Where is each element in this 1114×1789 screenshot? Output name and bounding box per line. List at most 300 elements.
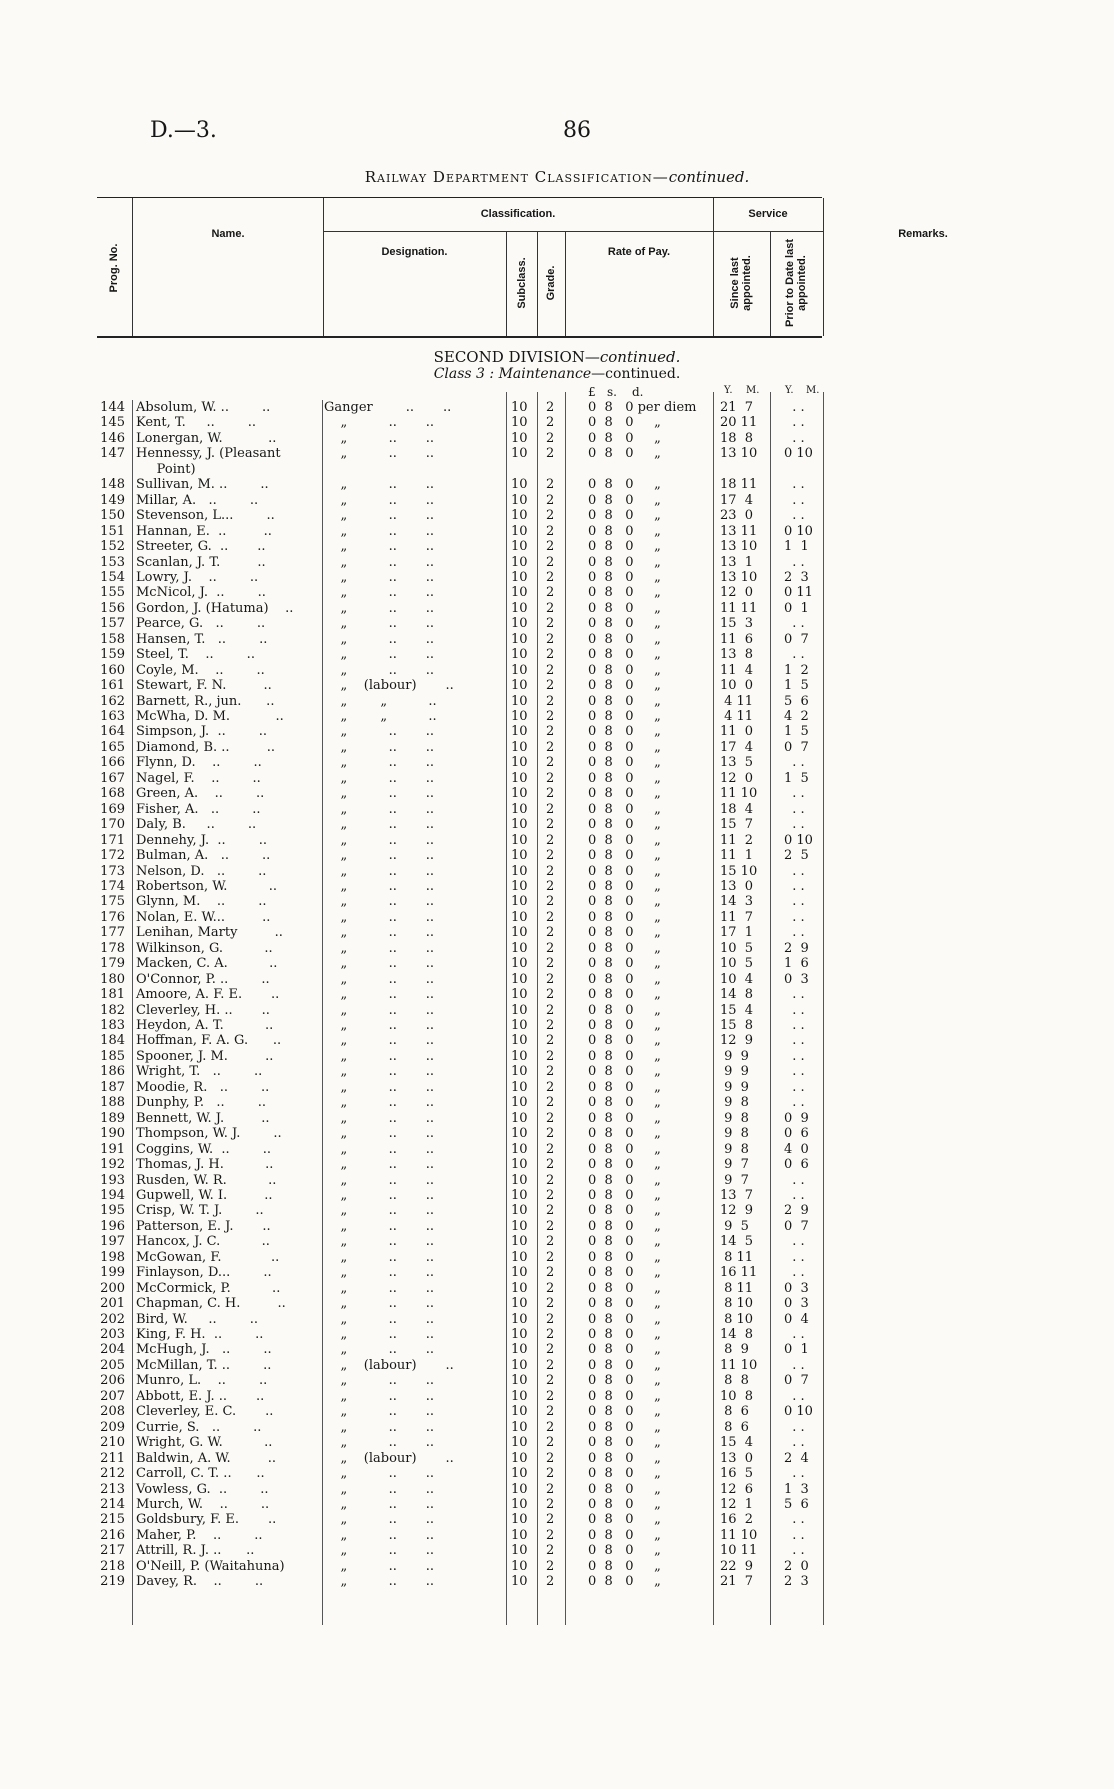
designation: „ .. .. xyxy=(324,925,435,941)
subclass: 10 xyxy=(511,631,528,647)
service-prior-appointed: 1 1 xyxy=(784,539,809,555)
prog-number: 152 xyxy=(100,539,125,555)
prog-number: 203 xyxy=(100,1327,125,1342)
employee-name: Abbott, E. J. .. .. xyxy=(136,1388,265,1404)
service-prior-appointed: . . xyxy=(784,1095,805,1111)
subclass: 10 xyxy=(511,1342,528,1358)
prog-number: 205 xyxy=(100,1357,125,1373)
designation: „ .. .. xyxy=(324,1558,435,1574)
designation: „ .. .. xyxy=(324,1419,435,1435)
subclass: 10 xyxy=(511,724,528,740)
designation: „ .. .. xyxy=(324,940,435,956)
grade: 2 xyxy=(546,817,555,833)
subclass: 10 xyxy=(511,1002,528,1018)
designation: „ .. .. xyxy=(324,1234,435,1250)
service-prior-appointed: 0 7 xyxy=(784,739,809,755)
rate-of-pay: 0 8 0 „ xyxy=(588,1512,661,1528)
service-prior-appointed: . . xyxy=(784,1249,805,1265)
prog-number: 145 xyxy=(100,415,125,431)
rate-of-pay: 0 8 0 „ xyxy=(588,971,661,987)
service-prior-appointed: 0 10 xyxy=(784,832,813,848)
grade: 2 xyxy=(546,1157,555,1173)
service-since-appointed: 14 5 xyxy=(720,1234,754,1250)
grade: 2 xyxy=(546,554,555,570)
prog-number: 166 xyxy=(100,755,125,771)
prog-number: 153 xyxy=(100,554,125,570)
prog-number: 151 xyxy=(100,523,125,539)
rate-of-pay: 0 8 0 „ xyxy=(588,956,661,972)
designation: „ .. .. xyxy=(324,1249,435,1265)
employee-name: Patterson, E. J. .. xyxy=(136,1218,271,1234)
service-prior-appointed: 0 7 xyxy=(784,1373,809,1389)
table-row xyxy=(0,477,1114,492)
service-since-appointed: 9 8 xyxy=(720,1095,749,1111)
prog-number: 198 xyxy=(100,1249,125,1265)
designation: „ .. .. xyxy=(324,1481,435,1497)
page-title xyxy=(0,168,1114,186)
prog-number: 196 xyxy=(100,1218,125,1234)
prog-number: 190 xyxy=(100,1126,125,1142)
service-since-appointed: 14 8 xyxy=(720,1327,754,1342)
subclass: 10 xyxy=(511,1327,528,1342)
service-since-appointed: 12 9 xyxy=(720,1203,754,1219)
service-since-appointed: 8 11 xyxy=(720,1280,754,1296)
rate-of-pay: 0 8 0 „ xyxy=(588,1327,661,1342)
grade: 2 xyxy=(546,925,555,941)
subclass: 10 xyxy=(511,492,528,508)
service-prior-appointed: . . xyxy=(784,1033,805,1049)
service-prior-appointed: . . xyxy=(784,554,805,570)
service-since-appointed: 14 3 xyxy=(720,894,754,910)
prog-number: 176 xyxy=(100,909,125,925)
table-row xyxy=(0,802,1114,817)
table-row xyxy=(0,1389,1114,1404)
rate-of-pay: 0 8 0 „ xyxy=(588,863,661,879)
grade: 2 xyxy=(546,492,555,508)
employee-name: Heydon, A. T. .. xyxy=(136,1018,274,1033)
employee-name: Dennehy, J. .. .. xyxy=(136,832,267,848)
prog-number: 178 xyxy=(100,940,125,956)
rate-of-pay: 0 8 0 per diem xyxy=(588,400,697,415)
employee-name: Hancox, J. C. .. xyxy=(136,1234,270,1250)
service-prior-appointed: . . xyxy=(784,647,805,663)
designation: „ .. .. xyxy=(324,1126,435,1142)
employee-name: Baldwin, A. W. .. xyxy=(136,1450,277,1466)
service-since-appointed: 11 10 xyxy=(720,1357,758,1373)
subclass: 10 xyxy=(511,1466,528,1482)
prog-number: 200 xyxy=(100,1280,125,1296)
employee-name: Dunphy, P. .. .. xyxy=(136,1095,266,1111)
service-since-appointed: 9 5 xyxy=(720,1218,749,1234)
table-row xyxy=(0,1296,1114,1311)
grade: 2 xyxy=(546,539,555,555)
designation: „ (labour) .. xyxy=(324,678,454,694)
prog-number: 169 xyxy=(100,801,125,817)
prog-number: 206 xyxy=(100,1373,125,1389)
rate-of-pay: 0 8 0 „ xyxy=(588,1048,661,1064)
prog-number: 207 xyxy=(100,1388,125,1404)
rate-of-pay: 0 8 0 „ xyxy=(588,1141,661,1157)
prog-number: 182 xyxy=(100,1002,125,1018)
rate-of-pay: 0 8 0 „ xyxy=(588,1481,661,1497)
service-prior-appointed: 2 3 xyxy=(784,1574,809,1590)
prog-number: 172 xyxy=(100,848,125,864)
service-since-appointed: 13 10 xyxy=(720,569,758,585)
employee-name: Munro, L. .. .. xyxy=(136,1373,268,1389)
table-row xyxy=(0,1265,1114,1280)
table-row xyxy=(0,1033,1114,1048)
prog-number: 167 xyxy=(100,770,125,786)
grade: 2 xyxy=(546,1265,555,1281)
employee-name: Hennessy, J. (Pleasant xyxy=(136,446,281,462)
table-row xyxy=(0,601,1114,616)
service-prior-appointed: . . xyxy=(784,1388,805,1404)
designation: „ .. .. xyxy=(324,848,435,864)
subclass: 10 xyxy=(511,1172,528,1188)
table-row xyxy=(0,1574,1114,1589)
subclass: 10 xyxy=(511,739,528,755)
designation: „ .. .. xyxy=(324,1187,435,1203)
grade: 2 xyxy=(546,940,555,956)
service-prior-appointed: 2 5 xyxy=(784,848,809,864)
header-grade: Grade. xyxy=(545,265,557,301)
subclass: 10 xyxy=(511,832,528,848)
subclass: 10 xyxy=(511,1481,528,1497)
employee-name: Stewart, F. N. .. xyxy=(136,678,272,694)
prog-number: 173 xyxy=(100,863,125,879)
service-since-appointed: 11 0 xyxy=(720,724,754,740)
prog-number: 175 xyxy=(100,894,125,910)
subclass: 10 xyxy=(511,1280,528,1296)
designation: „ .. .. xyxy=(324,786,435,802)
subclass: 10 xyxy=(511,909,528,925)
rate-of-pay: 0 8 0 „ xyxy=(588,925,661,941)
grade: 2 xyxy=(546,1450,555,1466)
grade: 2 xyxy=(546,1327,555,1342)
designation: „ .. .. xyxy=(324,1018,435,1033)
rate-of-pay: 0 8 0 „ xyxy=(588,600,661,616)
service-prior-appointed: . . xyxy=(784,925,805,941)
service-prior-appointed: . . xyxy=(784,1265,805,1281)
table-row xyxy=(0,555,1114,570)
grade: 2 xyxy=(546,786,555,802)
table-row xyxy=(0,1512,1114,1527)
service-since-appointed: 15 8 xyxy=(720,1018,754,1033)
rate-of-pay: 0 8 0 „ xyxy=(588,1404,661,1420)
table-row xyxy=(0,446,1114,461)
prog-number: 183 xyxy=(100,1018,125,1033)
service-since-appointed: 14 8 xyxy=(720,987,754,1003)
designation: „ .. .. xyxy=(324,1064,435,1080)
grade: 2 xyxy=(546,1033,555,1049)
subclass: 10 xyxy=(511,817,528,833)
table-row xyxy=(0,972,1114,987)
rate-of-pay: 0 8 0 „ xyxy=(588,1265,661,1281)
service-since-appointed: 20 11 xyxy=(720,415,758,431)
prog-number: 171 xyxy=(100,832,125,848)
service-prior-appointed: 1 2 xyxy=(784,662,809,678)
employee-name: Bird, W. .. .. xyxy=(136,1311,258,1327)
rate-of-pay: 0 8 0 „ xyxy=(588,1234,661,1250)
service-prior-appointed: 1 6 xyxy=(784,956,809,972)
service-prior-appointed: . . xyxy=(784,400,805,415)
prog-number: 154 xyxy=(100,569,125,585)
prog-number: 184 xyxy=(100,1033,125,1049)
service-prior-appointed: . . xyxy=(784,863,805,879)
designation: „ .. .. xyxy=(324,1048,435,1064)
header-rate: Rate of Pay. xyxy=(607,246,671,258)
service-prior-appointed: . . xyxy=(784,1002,805,1018)
service-prior-appointed: . . xyxy=(784,894,805,910)
prog-number: 164 xyxy=(100,724,125,740)
rate-of-pay: 0 8 0 „ xyxy=(588,554,661,570)
prog-number: 197 xyxy=(100,1234,125,1250)
grade: 2 xyxy=(546,1466,555,1482)
service-prior-appointed: . . xyxy=(784,477,805,493)
designation: „ .. .. xyxy=(324,801,435,817)
service-since-appointed: 12 1 xyxy=(720,1496,754,1512)
employee-name: Davey, R. .. .. xyxy=(136,1574,264,1590)
service-since-appointed: 9 9 xyxy=(720,1079,749,1095)
grade: 2 xyxy=(546,1481,555,1497)
employee-name: Maher, P. .. .. xyxy=(136,1527,263,1543)
table-row xyxy=(0,570,1114,585)
rate-of-pay: 0 8 0 „ xyxy=(588,1110,661,1126)
grade: 2 xyxy=(546,1496,555,1512)
table-row xyxy=(0,925,1114,940)
grade: 2 xyxy=(546,971,555,987)
rate-of-pay: 0 8 0 „ xyxy=(588,539,661,555)
subclass: 10 xyxy=(511,600,528,616)
service-since-appointed: 15 10 xyxy=(720,863,758,879)
header-divider xyxy=(770,231,771,336)
grade: 2 xyxy=(546,1388,555,1404)
service-since-appointed: 13 0 xyxy=(720,878,754,894)
employee-name: McHugh, J. .. .. xyxy=(136,1342,272,1358)
designation: „ .. .. xyxy=(324,832,435,848)
service-since-appointed: 12 9 xyxy=(720,1033,754,1049)
page-number: 86 xyxy=(563,118,591,143)
prog-number: 212 xyxy=(100,1466,125,1482)
rate-of-pay: 0 8 0 „ xyxy=(588,1033,661,1049)
service-since-appointed: 18 11 xyxy=(720,477,758,493)
grade: 2 xyxy=(546,400,555,415)
prog-number: 217 xyxy=(100,1543,125,1559)
prog-number: 144 xyxy=(100,400,125,415)
service-prior-appointed: . . xyxy=(784,1327,805,1342)
designation: „ (labour) .. xyxy=(324,1450,454,1466)
employee-name: Green, A. .. .. xyxy=(136,786,265,802)
table-row xyxy=(0,1482,1114,1497)
rate-of-pay: 0 8 0 „ xyxy=(588,1419,661,1435)
grade: 2 xyxy=(546,1435,555,1451)
service-prior-appointed: . . xyxy=(784,878,805,894)
employee-name: Sullivan, M. .. .. xyxy=(136,477,269,493)
service-since-appointed: 10 8 xyxy=(720,1388,754,1404)
rate-of-pay: 0 8 0 „ xyxy=(588,1373,661,1389)
rate-of-pay: 0 8 0 „ xyxy=(588,724,661,740)
designation: „ .. .. xyxy=(324,1527,435,1543)
grade: 2 xyxy=(546,1079,555,1095)
employee-name: Barnett, R., jun. .. xyxy=(136,693,275,709)
grade: 2 xyxy=(546,508,555,524)
header-remarks: Remarks. xyxy=(898,228,948,240)
subclass: 10 xyxy=(511,585,528,601)
subclass: 10 xyxy=(511,1095,528,1111)
subclass: 10 xyxy=(511,1203,528,1219)
table-row xyxy=(0,987,1114,1002)
designation: „ .. .. xyxy=(324,1280,435,1296)
service-prior-appointed: 0 1 xyxy=(784,1342,809,1358)
designation: „ .. .. xyxy=(324,1404,435,1420)
table-row xyxy=(0,956,1114,971)
service-since-appointed: 16 11 xyxy=(720,1265,758,1281)
grade: 2 xyxy=(546,523,555,539)
header-since-appointed: Since last appointed. xyxy=(729,255,753,311)
table-row xyxy=(0,1312,1114,1327)
designation: „ .. .. xyxy=(324,739,435,755)
service-prior-appointed: . . xyxy=(784,1512,805,1528)
service-since-appointed: 10 0 xyxy=(720,678,754,694)
service-since-appointed: 8 6 xyxy=(720,1404,749,1420)
employee-name: Cleverley, H. .. .. xyxy=(136,1002,270,1018)
table-row xyxy=(0,585,1114,600)
designation: „ .. .. xyxy=(324,1110,435,1126)
employee-name: McGowan, F. .. xyxy=(136,1249,280,1265)
grade: 2 xyxy=(546,1018,555,1033)
subclass: 10 xyxy=(511,878,528,894)
table-row xyxy=(0,1281,1114,1296)
rate-of-pay: 0 8 0 „ xyxy=(588,894,661,910)
service-prior-appointed: 0 3 xyxy=(784,1280,809,1296)
rate-of-pay: 0 8 0 „ xyxy=(588,508,661,524)
document-code: D.—3. xyxy=(150,118,217,143)
subclass: 10 xyxy=(511,415,528,431)
title-main: Railway Department Classification— xyxy=(364,168,669,186)
grade: 2 xyxy=(546,1527,555,1543)
prog-number: 191 xyxy=(100,1141,125,1157)
prog-number: 218 xyxy=(100,1558,125,1574)
service-prior-appointed: . . xyxy=(784,1543,805,1559)
rate-of-pay: 0 8 0 „ xyxy=(588,1280,661,1296)
prog-number: 149 xyxy=(100,492,125,508)
designation: „ .. .. xyxy=(324,987,435,1003)
designation: „ .. .. xyxy=(324,1157,435,1173)
header-subdivider xyxy=(323,231,823,232)
table-row xyxy=(0,1018,1114,1033)
employee-name: Spooner, J. M. .. xyxy=(136,1048,274,1064)
subclass: 10 xyxy=(511,987,528,1003)
table-row xyxy=(0,1203,1114,1218)
subclass: 10 xyxy=(511,400,528,415)
employee-name: Lowry, J. .. .. xyxy=(136,569,259,585)
table-row xyxy=(0,1111,1114,1126)
service-since-appointed: 23 0 xyxy=(720,508,754,524)
service-prior-appointed: . . xyxy=(784,415,805,431)
employee-name: Steel, T. .. .. xyxy=(136,647,255,663)
designation: „ .. .. xyxy=(324,539,435,555)
rate-of-pay: 0 8 0 „ xyxy=(588,848,661,864)
employee-name: Macken, C. A. .. xyxy=(136,956,278,972)
rate-of-pay: 0 8 0 „ xyxy=(588,1064,661,1080)
employee-name: Nolan, E. W... .. xyxy=(136,909,271,925)
rate-of-pay: 0 8 0 „ xyxy=(588,693,661,709)
subclass: 10 xyxy=(511,1450,528,1466)
prog-number: 187 xyxy=(100,1079,125,1095)
subclass: 10 xyxy=(511,616,528,632)
employee-name: Absolum, W. .. .. xyxy=(136,400,271,415)
grade: 2 xyxy=(546,755,555,771)
table-header xyxy=(97,197,948,338)
service-since-appointed: 17 4 xyxy=(720,739,754,755)
service-prior-appointed: . . xyxy=(784,1419,805,1435)
prog-number: 170 xyxy=(100,817,125,833)
rate-of-pay: 0 8 0 „ xyxy=(588,1018,661,1033)
prog-number: 163 xyxy=(100,709,125,724)
employee-name: Pearce, G. .. .. xyxy=(136,616,266,632)
prog-number: 208 xyxy=(100,1404,125,1420)
service-since-appointed: 9 8 xyxy=(720,1110,749,1126)
table-row xyxy=(0,493,1114,508)
prog-number: 215 xyxy=(100,1512,125,1528)
rate-of-pay: 0 8 0 „ xyxy=(588,1388,661,1404)
designation: „ .. .. xyxy=(324,971,435,987)
service-prior-appointed: . . xyxy=(784,1234,805,1250)
subclass: 10 xyxy=(511,940,528,956)
grade: 2 xyxy=(546,801,555,817)
rate-of-pay: 0 8 0 „ xyxy=(588,909,661,925)
prog-number: 160 xyxy=(100,662,125,678)
employee-name: Wright, T. .. .. xyxy=(136,1064,263,1080)
employee-name: Diamond, B. .. .. xyxy=(136,739,275,755)
designation: „ .. .. xyxy=(324,1496,435,1512)
service-since-appointed: 15 3 xyxy=(720,616,754,632)
prog-number: 192 xyxy=(100,1157,125,1173)
service-prior-appointed: 0 11 xyxy=(784,585,813,601)
service-since-appointed: 10 5 xyxy=(720,940,754,956)
service-since-appointed: 13 8 xyxy=(720,647,754,663)
rate-of-pay: 0 8 0 „ xyxy=(588,1558,661,1574)
prog-number: 168 xyxy=(100,786,125,802)
designation: „ .. .. xyxy=(324,1033,435,1049)
prog-number: 195 xyxy=(100,1203,125,1219)
designation: „ .. .. xyxy=(324,1265,435,1281)
grade: 2 xyxy=(546,631,555,647)
employee-name: Gordon, J. (Hatuma) .. xyxy=(136,600,294,616)
table-row xyxy=(0,1466,1114,1481)
employee-name: Chapman, C. H. .. xyxy=(136,1296,286,1312)
employee-name: Carroll, C. T. .. .. xyxy=(136,1466,265,1482)
designation: „ .. .. xyxy=(324,569,435,585)
header-name: Name. xyxy=(211,228,245,240)
service-prior-appointed: . . xyxy=(784,508,805,524)
rate-of-pay: 0 8 0 „ xyxy=(588,616,661,632)
subclass: 10 xyxy=(511,709,528,724)
table-row xyxy=(0,1497,1114,1512)
employee-name: Bulman, A. .. .. xyxy=(136,848,271,864)
service-prior-appointed: 0 10 xyxy=(784,446,813,462)
service-prior-appointed: . . xyxy=(784,1187,805,1203)
table-row xyxy=(0,678,1114,693)
prog-number: 219 xyxy=(100,1574,125,1590)
table-row xyxy=(0,400,1114,415)
rate-of-pay: 0 8 0 „ xyxy=(588,801,661,817)
rate-of-pay: 0 8 0 „ xyxy=(588,1435,661,1451)
service-since-appointed: 11 6 xyxy=(720,631,754,647)
table-row xyxy=(0,724,1114,739)
class-heading xyxy=(0,366,1114,382)
service-prior-appointed: . . xyxy=(784,1527,805,1543)
